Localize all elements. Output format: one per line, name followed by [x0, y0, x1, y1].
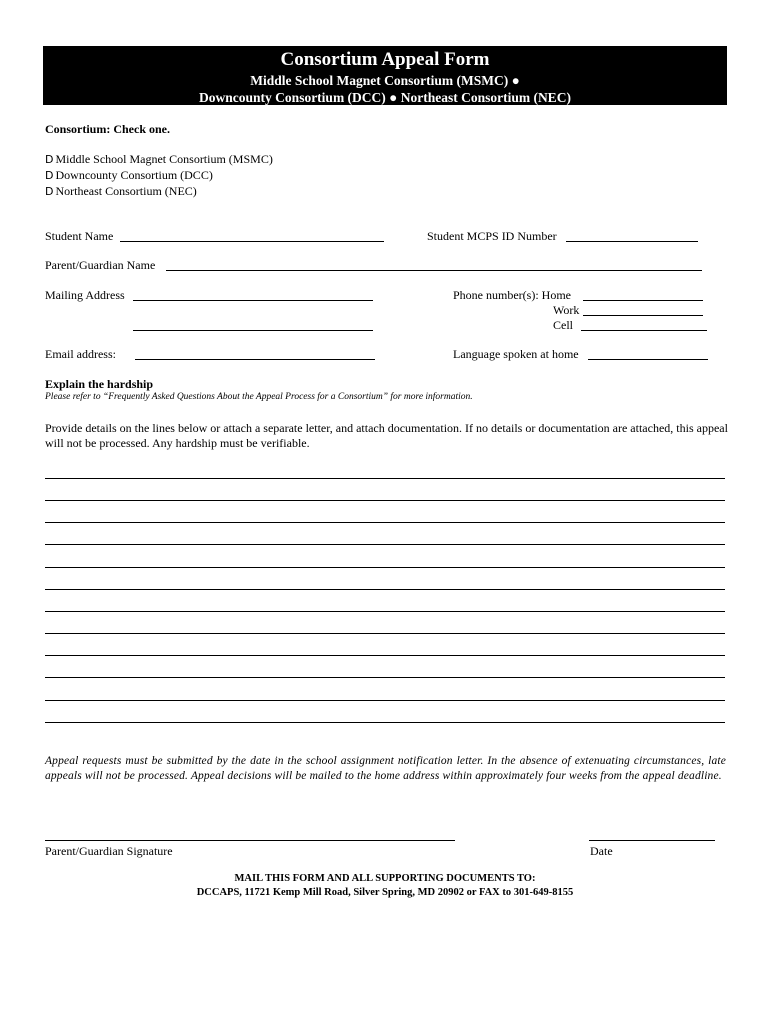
email-field[interactable] [135, 359, 375, 360]
mailing-address-field-2[interactable] [133, 330, 373, 331]
form-title: Consortium Appeal Form [280, 49, 490, 70]
hardship-instructions: Provide details on the lines below or attach a separate letter, and attach documentation. If no details or documentation are attached, this appeal will not be processed. Any hardship must be verifiable. [45, 421, 728, 450]
mail-instructions-line1: MAIL THIS FORM AND ALL SUPPORTING DOCUMENTS TO: [234, 873, 536, 884]
appeal-notice: Appeal requests must be submitted by the date in the school assignment notification letter. In the absence of extenuating circumstances, late appeals will not be processed. Appeal decisions will be mailed to the home address within approximately four weeks from the appeal deadline. [45, 755, 726, 782]
hardship-line-7[interactable] [45, 611, 725, 612]
phone-home-field[interactable] [583, 300, 703, 301]
phone-home-label: Phone number(s): Home [453, 288, 571, 302]
option-label: Middle School Magnet Consortium (MSMC) [55, 152, 273, 166]
header-subtitle-line1: Middle School Magnet Consortium (MSMC) ● [250, 73, 520, 88]
hardship-line-2[interactable] [45, 500, 725, 501]
hardship-line-5[interactable] [45, 567, 725, 568]
language-label: Language spoken at home [453, 347, 579, 361]
student-name-label: Student Name [45, 229, 114, 243]
student-id-label: Student MCPS ID Number [427, 229, 557, 243]
hardship-line-9[interactable] [45, 655, 725, 656]
date-label: Date [590, 844, 613, 858]
language-field[interactable] [588, 359, 708, 360]
option-dcc[interactable] [45, 168, 273, 184]
hardship-note: Please refer to “Frequently Asked Questions About the Appeal Process for a Consortium” for more information. [45, 392, 473, 402]
hardship-heading: Explain the hardship [45, 377, 154, 391]
phone-work-label: Work [553, 303, 580, 317]
checkbox-icon[interactable]: D [45, 185, 54, 198]
hardship-line-10[interactable] [45, 677, 725, 678]
hardship-line-1[interactable] [45, 478, 725, 479]
consortium-options [45, 152, 273, 200]
option-label: Downcounty Consortium (DCC) [55, 168, 213, 182]
checkbox-icon[interactable]: D [45, 153, 54, 166]
mail-instructions-line2: DCCAPS, 11721 Kemp Mill Road, Silver Spring, MD 20902 or FAX to 301-649-8155 [196, 887, 574, 898]
checkbox-icon[interactable]: D [45, 169, 54, 182]
parent-name-label: Parent/Guardian Name [45, 258, 156, 272]
phone-work-field[interactable] [583, 315, 703, 316]
option-msmc[interactable] [45, 152, 273, 168]
hardship-line-11[interactable] [45, 700, 725, 701]
mailing-address-field-1[interactable] [133, 300, 373, 301]
hardship-line-3[interactable] [45, 522, 725, 523]
student-name-field[interactable] [120, 241, 384, 242]
option-label: Northeast Consortium (NEC) [55, 184, 197, 198]
option-nec[interactable] [45, 184, 273, 200]
header-subtitle-line2: Downcounty Consortium (DCC) ● Northeast Consortium (NEC) [199, 90, 571, 105]
hardship-line-6[interactable] [45, 589, 725, 590]
form-header [43, 46, 727, 105]
phone-cell-field[interactable] [581, 330, 707, 331]
email-label: Email address: [45, 347, 116, 361]
student-id-field[interactable] [566, 241, 698, 242]
parent-name-field[interactable] [166, 270, 702, 271]
phone-cell-label: Cell [553, 318, 573, 332]
signature-label: Parent/Guardian Signature [45, 844, 173, 858]
hardship-line-12[interactable] [45, 722, 725, 723]
signature-field[interactable] [45, 840, 455, 841]
consortium-label: Consortium: Check one. [45, 122, 170, 136]
date-field[interactable] [589, 840, 715, 841]
hardship-line-4[interactable] [45, 544, 725, 545]
hardship-line-8[interactable] [45, 633, 725, 634]
mailing-address-label: Mailing Address [45, 288, 125, 302]
